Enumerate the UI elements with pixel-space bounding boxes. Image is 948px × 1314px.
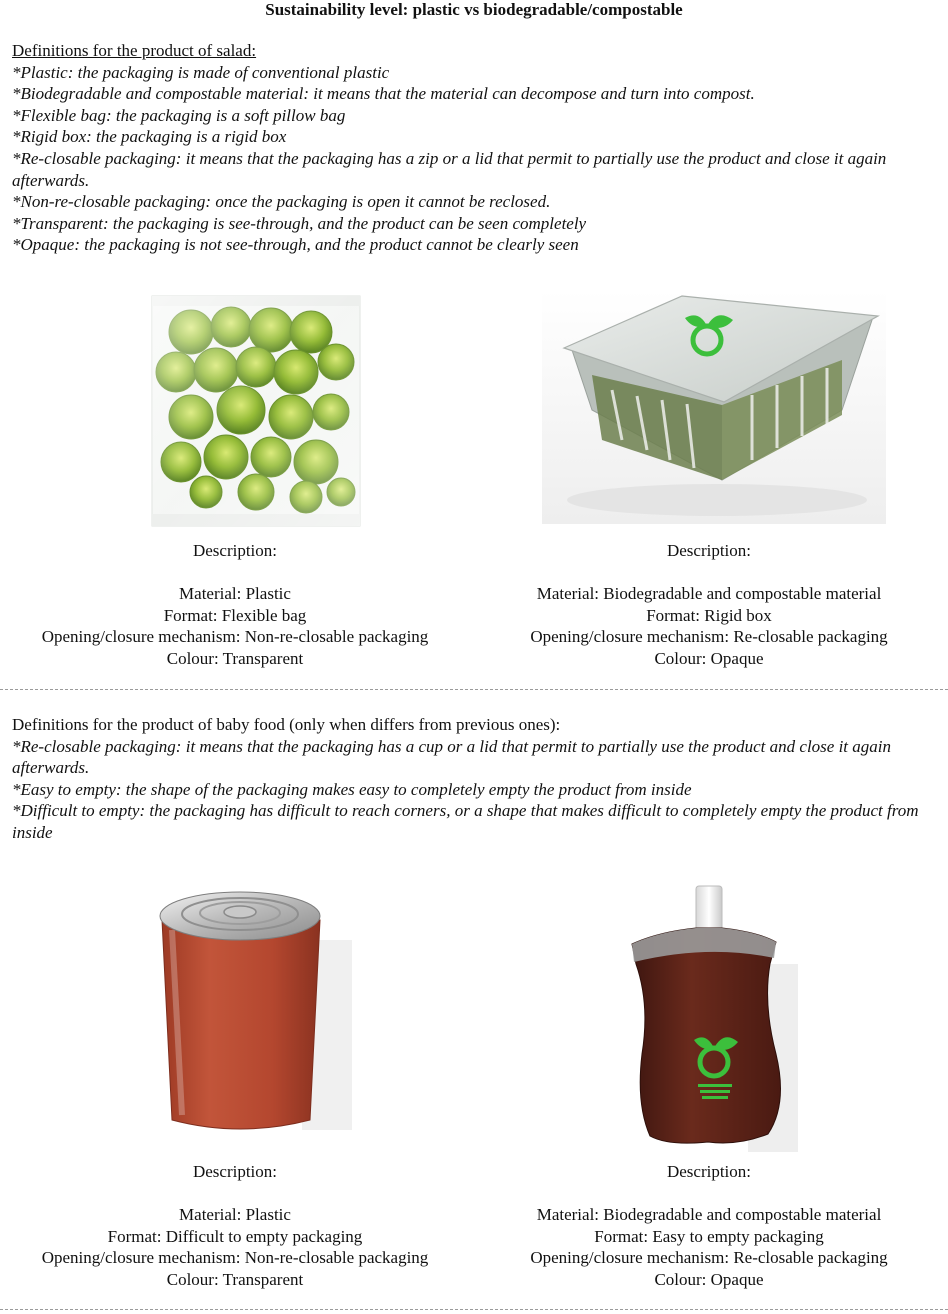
closure-text: Opening/closure mechanism: Non-re-closable packaging [41, 627, 429, 646]
page-title: Sustainability level: plastic vs biodegradable/compostable [265, 0, 683, 19]
definition-non-re-closable: *Non-re-closable packaging: once the packaging is open it cannot be reclosed. [12, 192, 551, 212]
salad-flexible-bag-image [146, 292, 366, 530]
definition-plastic: *Plastic: the packaging is made of conventional plastic [12, 62, 390, 82]
baby-food-product-2-description [474, 1161, 944, 1290]
description-label: Description: [666, 541, 752, 560]
baby-food-pouch-image [628, 884, 798, 1152]
colour-text: Colour: Transparent [166, 648, 304, 668]
colour-text: Colour: Opaque [654, 1269, 764, 1289]
material-text: Material: Plastic [179, 1205, 291, 1224]
closure-text: Opening/closure mechanism: Re-closable packaging [530, 627, 888, 646]
salad-definitions [12, 40, 940, 256]
salad-product-2-description [474, 540, 944, 669]
format-text: Format: Easy to empty packaging [594, 1226, 824, 1246]
material-text: Material: Biodegradable and compostable material [536, 1205, 882, 1224]
closure-text: Opening/closure mechanism: Non-re-closable packaging [41, 1248, 429, 1267]
format-text: Format: Rigid box [646, 605, 772, 625]
definition-re-closable-baby: *Re-closable packaging: it means that the packaging has a cup or a lid that permit to partially use the product and close it again afterwards. [12, 736, 891, 778]
material-text: Material: Biodegradable and compostable material [536, 584, 882, 603]
description-label: Description: [192, 1162, 278, 1181]
definition-easy-to-empty: *Easy to empty: the shape of the packaging makes easy to completely empty the product from inside [12, 779, 692, 799]
definition-transparent: *Transparent: the packaging is see-through, and the product can be seen completely [12, 213, 587, 233]
section-divider-bottom [0, 1309, 948, 1310]
format-text: Format: Difficult to empty packaging [107, 1226, 363, 1246]
baby-food-jar-image [152, 880, 352, 1138]
material-text: Material: Plastic [179, 584, 291, 603]
salad-product-1-description [0, 540, 470, 669]
colour-text: Colour: Transparent [166, 1269, 304, 1289]
definition-flexible-bag: *Flexible bag: the packaging is a soft pillow bag [12, 105, 346, 125]
baby-food-definitions [12, 714, 940, 844]
colour-text: Colour: Opaque [654, 648, 764, 668]
format-text: Format: Flexible bag [163, 605, 307, 625]
salad-definitions-heading: Definitions for the product of salad: [12, 41, 257, 60]
definition-re-closable: *Re-closable packaging: it means that the packaging has a zip or a lid that permit to partially use the product and close it again afterwards. [12, 148, 887, 190]
closure-text: Opening/closure mechanism: Re-closable packaging [530, 1248, 888, 1267]
salad-rigid-box-image [542, 290, 886, 524]
definition-biodegradable: *Biodegradable and compostable material: it means that the material can decompose and turn into compost. [12, 84, 755, 104]
definition-difficult-to-empty: *Difficult to empty: the packaging has difficult to reach corners, or a shape that makes difficult to completely empty the product from inside [12, 801, 919, 842]
description-label: Description: [666, 1162, 752, 1181]
definition-opaque: *Opaque: the packaging is not see-through, and the product cannot be clearly seen [12, 235, 579, 255]
section-divider [0, 689, 948, 690]
baby-food-product-1-description [0, 1161, 470, 1290]
definition-rigid-box: *Rigid box: the packaging is a rigid box [12, 127, 287, 147]
description-label: Description: [192, 541, 278, 560]
baby-food-definitions-heading: Definitions for the product of baby food (only when differs from previous ones): [12, 715, 561, 734]
